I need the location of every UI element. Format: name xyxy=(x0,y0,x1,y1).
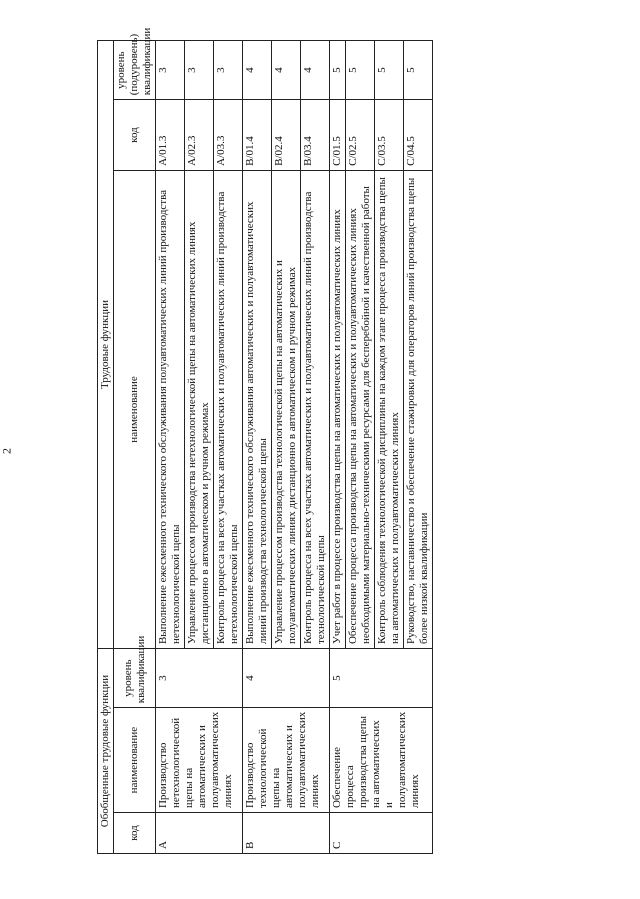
function-code: C/01.5 xyxy=(330,100,346,171)
function-sublevel: 5 xyxy=(404,41,433,100)
function-sublevel: 5 xyxy=(330,41,346,100)
function-name: Управление процессом производства технологической щепы на автоматических и полуавтоматических линиях дистанционно в автоматическом и ручном режимах xyxy=(272,170,301,648)
function-sublevel: 4 xyxy=(272,41,301,100)
header-level: уровень квалификации xyxy=(114,649,156,708)
group-code: C xyxy=(330,813,433,854)
table-row xyxy=(243,41,272,854)
function-name: Контроль соблюдения технологической дисциплины на каждом этапе процесса производства щепы на автоматических и полуавтоматических линиях xyxy=(375,170,404,648)
header-row-1 xyxy=(98,41,114,854)
function-sublevel: 3 xyxy=(214,41,243,100)
function-name: Контроль процесса на всех участках автоматических и полуавтоматических линий производства нетехнологической щепы xyxy=(214,170,243,648)
function-name: Обеспечение процесса производства щепы на автоматических и полуавтоматических линиях необходимыми материально-техническими ресурсами для бесперебойной и качественной работы xyxy=(346,170,375,648)
function-sublevel: 4 xyxy=(301,41,330,100)
function-name: Выполнение ежесменного технического обслуживания автоматических и полуавтоматических линий производства технологической щепы xyxy=(243,170,272,648)
function-code: C/03.5 xyxy=(375,100,404,171)
function-code: C/04.5 xyxy=(404,100,433,171)
function-code: B/03.4 xyxy=(301,100,330,171)
header-labor-functions: Трудовые функции xyxy=(98,41,114,649)
group-level: 4 xyxy=(243,649,330,708)
function-sublevel: 5 xyxy=(346,41,375,100)
table-row xyxy=(330,41,346,854)
function-name: Руководство, наставничество и обеспечение стажировки для операторов линий производства щепы более низкой квалификации xyxy=(404,170,433,648)
page-number: 2 xyxy=(0,448,14,454)
group-name: Производство технологической щепы на автоматических и полуавтоматических линиях xyxy=(243,708,330,813)
group-name: Обеспечение процесса производства щепы на автоматических и полуавтоматических линиях xyxy=(330,708,433,813)
function-code: A/02.3 xyxy=(185,100,214,171)
function-name: Выполнение ежесменного технического обслуживания полуавтоматических линий производства нетехнологической щепы xyxy=(156,170,185,648)
group-code: A xyxy=(156,813,243,854)
functional-map-table xyxy=(97,27,433,854)
header-row-2 xyxy=(114,41,156,854)
table-row xyxy=(156,41,185,854)
function-code: B/02.4 xyxy=(272,100,301,171)
function-sublevel: 3 xyxy=(185,41,214,100)
group-level: 5 xyxy=(330,649,433,708)
function-name: Контроль процесса на всех участках автоматических и полуавтоматических линий производства технологической щепы xyxy=(301,170,330,648)
function-code: A/03.3 xyxy=(214,100,243,171)
function-sublevel: 5 xyxy=(375,41,404,100)
header-generalized: Обобщенные трудовые функции xyxy=(98,649,114,854)
function-sublevel: 3 xyxy=(156,41,185,100)
header-function-code: код xyxy=(114,100,156,171)
header-function-sublevel: уровень (подуровень) квалификации xyxy=(114,41,156,100)
header-code: код xyxy=(114,813,156,854)
header-name: наименование xyxy=(114,708,156,813)
function-code: A/01.3 xyxy=(156,100,185,171)
function-name: Управление процессом производства нетехнологической щепы на автоматических линиях дистанционно в автоматическом и ручном режимах xyxy=(185,170,214,648)
group-code: B xyxy=(243,813,330,854)
function-code: B/01.4 xyxy=(243,100,272,171)
function-name: Учет работ в процессе производства щепы на автоматических и полуавтоматических линиях xyxy=(330,170,346,648)
function-code: C/02.5 xyxy=(346,100,375,171)
group-name: Производство нетехнологической щепы на автоматических и полуавтоматических линиях xyxy=(156,708,243,813)
header-function-name: наименование xyxy=(114,170,156,648)
group-level: 3 xyxy=(156,649,243,708)
function-sublevel: 4 xyxy=(243,41,272,100)
